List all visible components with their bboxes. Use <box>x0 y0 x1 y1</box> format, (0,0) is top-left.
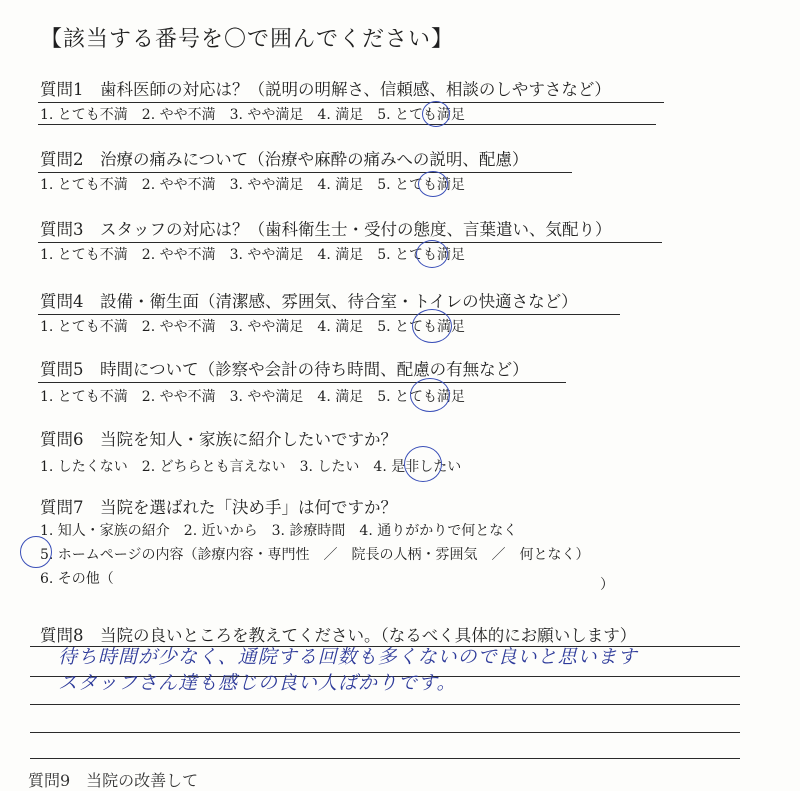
question-1-options-underline <box>38 124 656 125</box>
handwritten-answer-line-1: 待ち時間が少なく、通院する回数も多くないので良いと思います <box>58 646 638 668</box>
question-6-options: 1. したくない 2. どちらとも言えない 3. したい 4. 是非したい <box>40 459 462 475</box>
answer-line-3 <box>30 704 740 705</box>
question-1-underline <box>38 102 664 103</box>
question-2-underline <box>38 172 572 173</box>
question-1-answer-circle <box>422 101 450 127</box>
question-2-answer-circle <box>418 171 448 197</box>
question-5-options: 1. とても不満 2. やや不満 3. やや満足 4. 満足 5. とても満足 <box>40 389 466 405</box>
question-7-options-line-3: 6. その他（ <box>40 571 114 587</box>
question-3-answer-circle <box>416 240 448 268</box>
question-7-other-close-paren: ） <box>600 577 614 593</box>
question-2-options: 1. とても不満 2. やや不満 3. やや満足 4. 満足 5. とても満足 <box>40 177 466 193</box>
question-8-label: 質問8 当院の良いところを教えてください。（なるべく具体的にお願いします） <box>40 626 637 645</box>
answer-line-5 <box>30 758 740 759</box>
handwritten-answer-line-2: スタッフさん達も感じの良い人ばかりです。 <box>58 672 457 694</box>
question-7-answer-circle <box>20 536 52 568</box>
page-title: 【該当する番号を〇で囲んでください】 <box>40 27 455 52</box>
question-1-options: 1. とても不満 2. やや不満 3. やや満足 4. 満足 5. とても満足 <box>40 107 466 123</box>
question-6-label: 質問6 当院を知人・家族に紹介したいですか？ <box>40 430 397 449</box>
question-2-label: 質問2 治療の痛みについて（治療や麻酔の痛みへの説明、配慮） <box>40 150 529 169</box>
answer-line-4 <box>30 732 740 733</box>
question-5-answer-circle <box>410 378 450 412</box>
question-7-options-line-2: 5. ホームページの内容（診療内容・専門性 ／ 院長の人柄・雰囲気 ／ 何となく） <box>40 547 590 563</box>
question-5-underline <box>38 382 566 383</box>
question-5-label: 質問5 時間について（診察や会計の待ち時間、配慮の有無など） <box>40 360 529 379</box>
question-7-label: 質問7 当院を選ばれた「決め手」は何ですか？ <box>40 498 397 517</box>
question-9-cutoff-label: 質問9 当院の改善して <box>28 771 199 790</box>
question-4-label: 質問4 設備・衛生面（清潔感、雰囲気、待合室・トイレの快適さなど） <box>40 292 578 311</box>
question-1-label: 質問1 歯科医師の対応は？（説明の明解さ、信頼感、相談のしやすさなど） <box>40 80 611 99</box>
question-4-options: 1. とても不満 2. やや不満 3. やや満足 4. 満足 5. とても満足 <box>40 319 466 335</box>
question-4-underline <box>38 314 620 315</box>
question-3-underline <box>38 242 662 243</box>
question-3-options: 1. とても不満 2. やや不満 3. やや満足 4. 満足 5. とても満足 <box>40 247 466 263</box>
question-6-answer-circle <box>404 446 442 482</box>
question-7-options-line-1: 1. 知人・家族の紹介 2. 近いから 3. 診療時間 4. 通りがかりで何となく <box>40 523 518 539</box>
question-3-label: 質問3 スタッフの対応は？（歯科衛生士・受付の態度、言葉遣い、気配り） <box>40 220 612 239</box>
question-4-answer-circle <box>412 309 452 343</box>
